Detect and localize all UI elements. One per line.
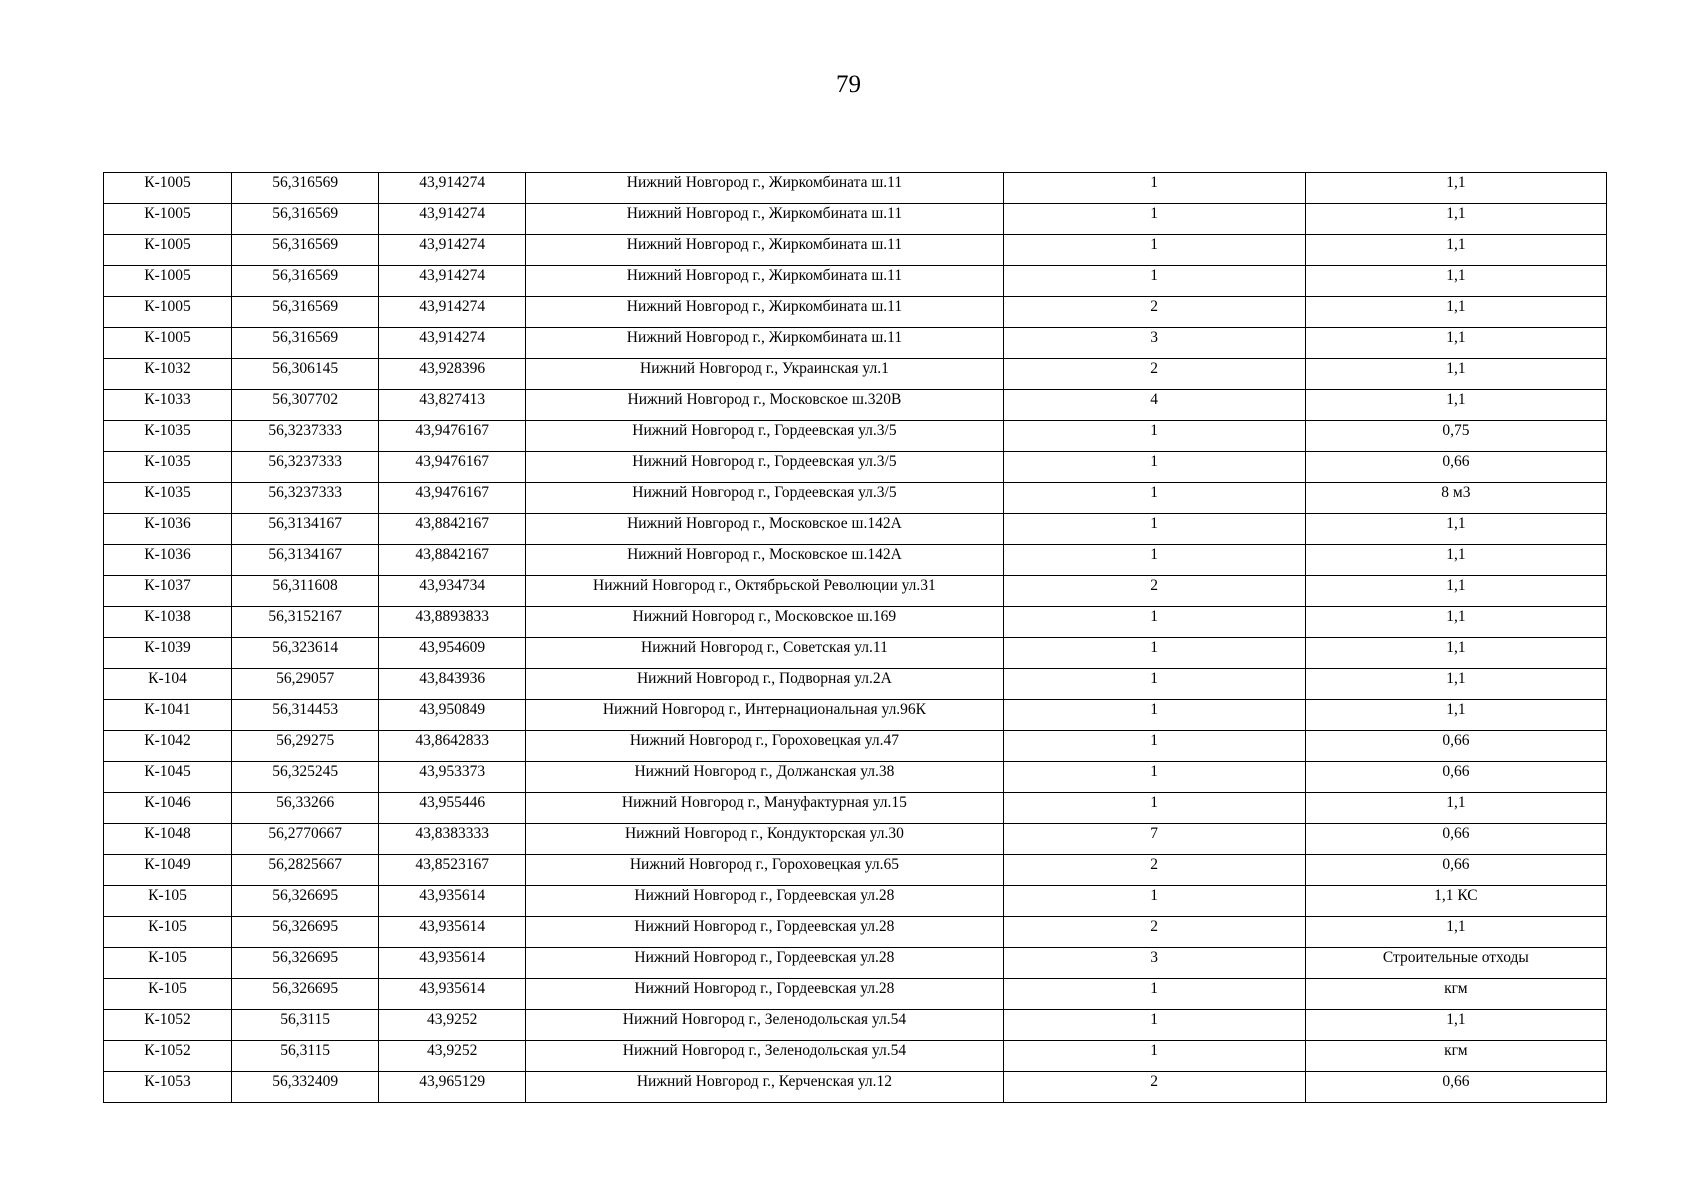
latitude-cell: 56,3237333 xyxy=(232,421,379,452)
container-count-cell: 2 xyxy=(1003,917,1305,948)
table-row xyxy=(104,948,1607,979)
site-code-cell: К-1052 xyxy=(104,1010,232,1041)
container-volume-cell: 1,1 xyxy=(1305,235,1606,266)
latitude-cell: 56,314453 xyxy=(232,700,379,731)
longitude-cell: 43,9476167 xyxy=(379,483,526,514)
longitude-cell: 43,914274 xyxy=(379,173,526,204)
address-cell: Нижний Новгород г., Гордеевская ул.28 xyxy=(526,948,1003,979)
longitude-cell: 43,8842167 xyxy=(379,514,526,545)
longitude-cell: 43,843936 xyxy=(379,669,526,700)
longitude-cell: 43,965129 xyxy=(379,1072,526,1103)
site-code-cell: К-1005 xyxy=(104,173,232,204)
longitude-cell: 43,950849 xyxy=(379,700,526,731)
container-volume-cell: 1,1 КС xyxy=(1305,886,1606,917)
address-cell: Нижний Новгород г., Жиркомбината ш.11 xyxy=(526,235,1003,266)
address-cell: Нижний Новгород г., Гордеевская ул.3/5 xyxy=(526,421,1003,452)
longitude-cell: 43,9476167 xyxy=(379,421,526,452)
container-count-cell: 3 xyxy=(1003,948,1305,979)
container-volume-cell: 1,1 xyxy=(1305,390,1606,421)
container-sites-table xyxy=(103,172,1607,1103)
table-row xyxy=(104,173,1607,204)
longitude-cell: 43,8523167 xyxy=(379,855,526,886)
longitude-cell: 43,8893833 xyxy=(379,607,526,638)
address-cell: Нижний Новгород г., Гороховецкая ул.65 xyxy=(526,855,1003,886)
longitude-cell: 43,914274 xyxy=(379,266,526,297)
latitude-cell: 56,3237333 xyxy=(232,483,379,514)
longitude-cell: 43,8383333 xyxy=(379,824,526,855)
address-cell: Нижний Новгород г., Гордеевская ул.28 xyxy=(526,917,1003,948)
site-code-cell: К-1035 xyxy=(104,421,232,452)
container-volume-cell: 1,1 xyxy=(1305,173,1606,204)
container-count-cell: 2 xyxy=(1003,576,1305,607)
table-row xyxy=(104,390,1607,421)
container-count-cell: 1 xyxy=(1003,762,1305,793)
container-count-cell: 1 xyxy=(1003,700,1305,731)
latitude-cell: 56,326695 xyxy=(232,917,379,948)
table-row xyxy=(104,669,1607,700)
container-volume-cell: 1,1 xyxy=(1305,514,1606,545)
site-code-cell: К-1045 xyxy=(104,762,232,793)
container-volume-cell: 0,75 xyxy=(1305,421,1606,452)
latitude-cell: 56,307702 xyxy=(232,390,379,421)
address-cell: Нижний Новгород г., Октябрьской Революции ул.31 xyxy=(526,576,1003,607)
longitude-cell: 43,9252 xyxy=(379,1010,526,1041)
latitude-cell: 56,316569 xyxy=(232,297,379,328)
site-code-cell: К-1035 xyxy=(104,452,232,483)
site-code-cell: К-1005 xyxy=(104,297,232,328)
longitude-cell: 43,935614 xyxy=(379,979,526,1010)
container-volume-cell: 1,1 xyxy=(1305,204,1606,235)
table-body xyxy=(104,173,1607,1103)
table-row xyxy=(104,1010,1607,1041)
table-row xyxy=(104,576,1607,607)
site-code-cell: К-1036 xyxy=(104,545,232,576)
container-volume-cell: 0,66 xyxy=(1305,452,1606,483)
latitude-cell: 56,316569 xyxy=(232,266,379,297)
container-volume-cell: кгм xyxy=(1305,979,1606,1010)
address-cell: Нижний Новгород г., Жиркомбината ш.11 xyxy=(526,204,1003,235)
container-count-cell: 1 xyxy=(1003,204,1305,235)
container-count-cell: 1 xyxy=(1003,1041,1305,1072)
site-code-cell: К-1048 xyxy=(104,824,232,855)
address-cell: Нижний Новгород г., Московское ш.142А xyxy=(526,514,1003,545)
latitude-cell: 56,316569 xyxy=(232,204,379,235)
address-cell: Нижний Новгород г., Украинская ул.1 xyxy=(526,359,1003,390)
container-count-cell: 1 xyxy=(1003,886,1305,917)
latitude-cell: 56,3152167 xyxy=(232,607,379,638)
latitude-cell: 56,316569 xyxy=(232,328,379,359)
site-code-cell: К-1005 xyxy=(104,266,232,297)
container-volume-cell: кгм xyxy=(1305,1041,1606,1072)
site-code-cell: К-1035 xyxy=(104,483,232,514)
address-cell: Нижний Новгород г., Подворная ул.2А xyxy=(526,669,1003,700)
address-cell: Нижний Новгород г., Гордеевская ул.3/5 xyxy=(526,452,1003,483)
table-row xyxy=(104,762,1607,793)
site-code-cell: К-105 xyxy=(104,979,232,1010)
container-count-cell: 1 xyxy=(1003,483,1305,514)
table-row xyxy=(104,514,1607,545)
container-volume-cell: 1,1 xyxy=(1305,638,1606,669)
container-count-cell: 1 xyxy=(1003,979,1305,1010)
container-count-cell: 1 xyxy=(1003,638,1305,669)
longitude-cell: 43,914274 xyxy=(379,328,526,359)
container-count-cell: 1 xyxy=(1003,266,1305,297)
site-code-cell: К-1041 xyxy=(104,700,232,731)
site-code-cell: К-1005 xyxy=(104,328,232,359)
latitude-cell: 56,29057 xyxy=(232,669,379,700)
container-volume-cell: 0,66 xyxy=(1305,762,1606,793)
container-count-cell: 1 xyxy=(1003,731,1305,762)
latitude-cell: 56,2825667 xyxy=(232,855,379,886)
address-cell: Нижний Новгород г., Керченская ул.12 xyxy=(526,1072,1003,1103)
container-count-cell: 3 xyxy=(1003,328,1305,359)
longitude-cell: 43,955446 xyxy=(379,793,526,824)
table-row xyxy=(104,731,1607,762)
latitude-cell: 56,306145 xyxy=(232,359,379,390)
site-code-cell: К-1005 xyxy=(104,235,232,266)
latitude-cell: 56,3134167 xyxy=(232,545,379,576)
table-row xyxy=(104,638,1607,669)
table-row xyxy=(104,824,1607,855)
table-row xyxy=(104,700,1607,731)
table-row xyxy=(104,421,1607,452)
latitude-cell: 56,29275 xyxy=(232,731,379,762)
longitude-cell: 43,914274 xyxy=(379,235,526,266)
longitude-cell: 43,914274 xyxy=(379,297,526,328)
longitude-cell: 43,9476167 xyxy=(379,452,526,483)
address-cell: Нижний Новгород г., Зеленодольская ул.54 xyxy=(526,1010,1003,1041)
container-volume-cell: Строительные отходы xyxy=(1305,948,1606,979)
longitude-cell: 43,9252 xyxy=(379,1041,526,1072)
site-code-cell: К-1036 xyxy=(104,514,232,545)
table-row xyxy=(104,266,1607,297)
address-cell: Нижний Новгород г., Московское ш.169 xyxy=(526,607,1003,638)
container-count-cell: 2 xyxy=(1003,1072,1305,1103)
table-row xyxy=(104,204,1607,235)
latitude-cell: 56,316569 xyxy=(232,235,379,266)
container-volume-cell: 8 м3 xyxy=(1305,483,1606,514)
site-code-cell: К-1049 xyxy=(104,855,232,886)
site-code-cell: К-105 xyxy=(104,886,232,917)
address-cell: Нижний Новгород г., Советская ул.11 xyxy=(526,638,1003,669)
site-code-cell: К-1053 xyxy=(104,1072,232,1103)
longitude-cell: 43,928396 xyxy=(379,359,526,390)
site-code-cell: К-1046 xyxy=(104,793,232,824)
container-volume-cell: 0,66 xyxy=(1305,731,1606,762)
latitude-cell: 56,3134167 xyxy=(232,514,379,545)
site-code-cell: К-1032 xyxy=(104,359,232,390)
address-cell: Нижний Новгород г., Жиркомбината ш.11 xyxy=(526,328,1003,359)
container-count-cell: 1 xyxy=(1003,421,1305,452)
address-cell: Нижний Новгород г., Гордеевская ул.28 xyxy=(526,886,1003,917)
table-row xyxy=(104,452,1607,483)
address-cell: Нижний Новгород г., Гороховецкая ул.47 xyxy=(526,731,1003,762)
container-volume-cell: 1,1 xyxy=(1305,359,1606,390)
address-cell: Нижний Новгород г., Московское ш.142А xyxy=(526,545,1003,576)
container-count-cell: 1 xyxy=(1003,514,1305,545)
address-cell: Нижний Новгород г., Зеленодольская ул.54 xyxy=(526,1041,1003,1072)
longitude-cell: 43,8642833 xyxy=(379,731,526,762)
site-code-cell: К-1042 xyxy=(104,731,232,762)
address-cell: Нижний Новгород г., Гордеевская ул.28 xyxy=(526,979,1003,1010)
site-code-cell: К-1037 xyxy=(104,576,232,607)
container-count-cell: 7 xyxy=(1003,824,1305,855)
address-cell: Нижний Новгород г., Кондукторская ул.30 xyxy=(526,824,1003,855)
container-volume-cell: 1,1 xyxy=(1305,297,1606,328)
table-row xyxy=(104,917,1607,948)
site-code-cell: К-1033 xyxy=(104,390,232,421)
container-volume-cell: 1,1 xyxy=(1305,917,1606,948)
table-row xyxy=(104,886,1607,917)
address-cell: Нижний Новгород г., Должанская ул.38 xyxy=(526,762,1003,793)
latitude-cell: 56,311608 xyxy=(232,576,379,607)
address-cell: Нижний Новгород г., Жиркомбината ш.11 xyxy=(526,297,1003,328)
site-code-cell: К-105 xyxy=(104,917,232,948)
table-row xyxy=(104,793,1607,824)
container-volume-cell: 0,66 xyxy=(1305,824,1606,855)
site-code-cell: К-1005 xyxy=(104,204,232,235)
longitude-cell: 43,953373 xyxy=(379,762,526,793)
container-count-cell: 4 xyxy=(1003,390,1305,421)
latitude-cell: 56,3115 xyxy=(232,1041,379,1072)
latitude-cell: 56,33266 xyxy=(232,793,379,824)
table-row xyxy=(104,483,1607,514)
latitude-cell: 56,3237333 xyxy=(232,452,379,483)
container-volume-cell: 1,1 xyxy=(1305,607,1606,638)
table-row xyxy=(104,607,1607,638)
table-row xyxy=(104,855,1607,886)
longitude-cell: 43,935614 xyxy=(379,917,526,948)
latitude-cell: 56,326695 xyxy=(232,979,379,1010)
longitude-cell: 43,935614 xyxy=(379,948,526,979)
container-volume-cell: 1,1 xyxy=(1305,793,1606,824)
container-volume-cell: 1,1 xyxy=(1305,1010,1606,1041)
address-cell: Нижний Новгород г., Жиркомбината ш.11 xyxy=(526,266,1003,297)
table-row xyxy=(104,328,1607,359)
page-number: 79 xyxy=(836,71,861,98)
site-code-cell: К-105 xyxy=(104,948,232,979)
container-volume-cell: 1,1 xyxy=(1305,576,1606,607)
latitude-cell: 56,325245 xyxy=(232,762,379,793)
container-volume-cell: 1,1 xyxy=(1305,266,1606,297)
container-volume-cell: 1,1 xyxy=(1305,545,1606,576)
container-volume-cell: 0,66 xyxy=(1305,1072,1606,1103)
site-code-cell: К-1052 xyxy=(104,1041,232,1072)
longitude-cell: 43,8842167 xyxy=(379,545,526,576)
table-row xyxy=(104,979,1607,1010)
container-count-cell: 1 xyxy=(1003,607,1305,638)
site-code-cell: К-104 xyxy=(104,669,232,700)
container-count-cell: 1 xyxy=(1003,452,1305,483)
site-code-cell: К-1038 xyxy=(104,607,232,638)
address-cell: Нижний Новгород г., Московское ш.320В xyxy=(526,390,1003,421)
container-volume-cell: 1,1 xyxy=(1305,700,1606,731)
longitude-cell: 43,934734 xyxy=(379,576,526,607)
container-volume-cell: 0,66 xyxy=(1305,855,1606,886)
address-cell: Нижний Новгород г., Гордеевская ул.3/5 xyxy=(526,483,1003,514)
table-row xyxy=(104,1041,1607,1072)
container-count-cell: 2 xyxy=(1003,297,1305,328)
latitude-cell: 56,323614 xyxy=(232,638,379,669)
table-row xyxy=(104,1072,1607,1103)
container-count-cell: 2 xyxy=(1003,359,1305,390)
table-row xyxy=(104,359,1607,390)
site-code-cell: К-1039 xyxy=(104,638,232,669)
latitude-cell: 56,326695 xyxy=(232,948,379,979)
longitude-cell: 43,827413 xyxy=(379,390,526,421)
container-count-cell: 1 xyxy=(1003,545,1305,576)
container-count-cell: 2 xyxy=(1003,855,1305,886)
container-count-cell: 1 xyxy=(1003,235,1305,266)
longitude-cell: 43,935614 xyxy=(379,886,526,917)
table-row xyxy=(104,297,1607,328)
latitude-cell: 56,3115 xyxy=(232,1010,379,1041)
longitude-cell: 43,914274 xyxy=(379,204,526,235)
latitude-cell: 56,2770667 xyxy=(232,824,379,855)
container-count-cell: 1 xyxy=(1003,669,1305,700)
container-volume-cell: 1,1 xyxy=(1305,669,1606,700)
container-count-cell: 1 xyxy=(1003,1010,1305,1041)
table-row xyxy=(104,235,1607,266)
longitude-cell: 43,954609 xyxy=(379,638,526,669)
address-cell: Нижний Новгород г., Интернациональная ул.96К xyxy=(526,700,1003,731)
container-count-cell: 1 xyxy=(1003,173,1305,204)
latitude-cell: 56,316569 xyxy=(232,173,379,204)
container-volume-cell: 1,1 xyxy=(1305,328,1606,359)
latitude-cell: 56,332409 xyxy=(232,1072,379,1103)
address-cell: Нижний Новгород г., Жиркомбината ш.11 xyxy=(526,173,1003,204)
table-row xyxy=(104,545,1607,576)
latitude-cell: 56,326695 xyxy=(232,886,379,917)
container-count-cell: 1 xyxy=(1003,793,1305,824)
address-cell: Нижний Новгород г., Мануфактурная ул.15 xyxy=(526,793,1003,824)
